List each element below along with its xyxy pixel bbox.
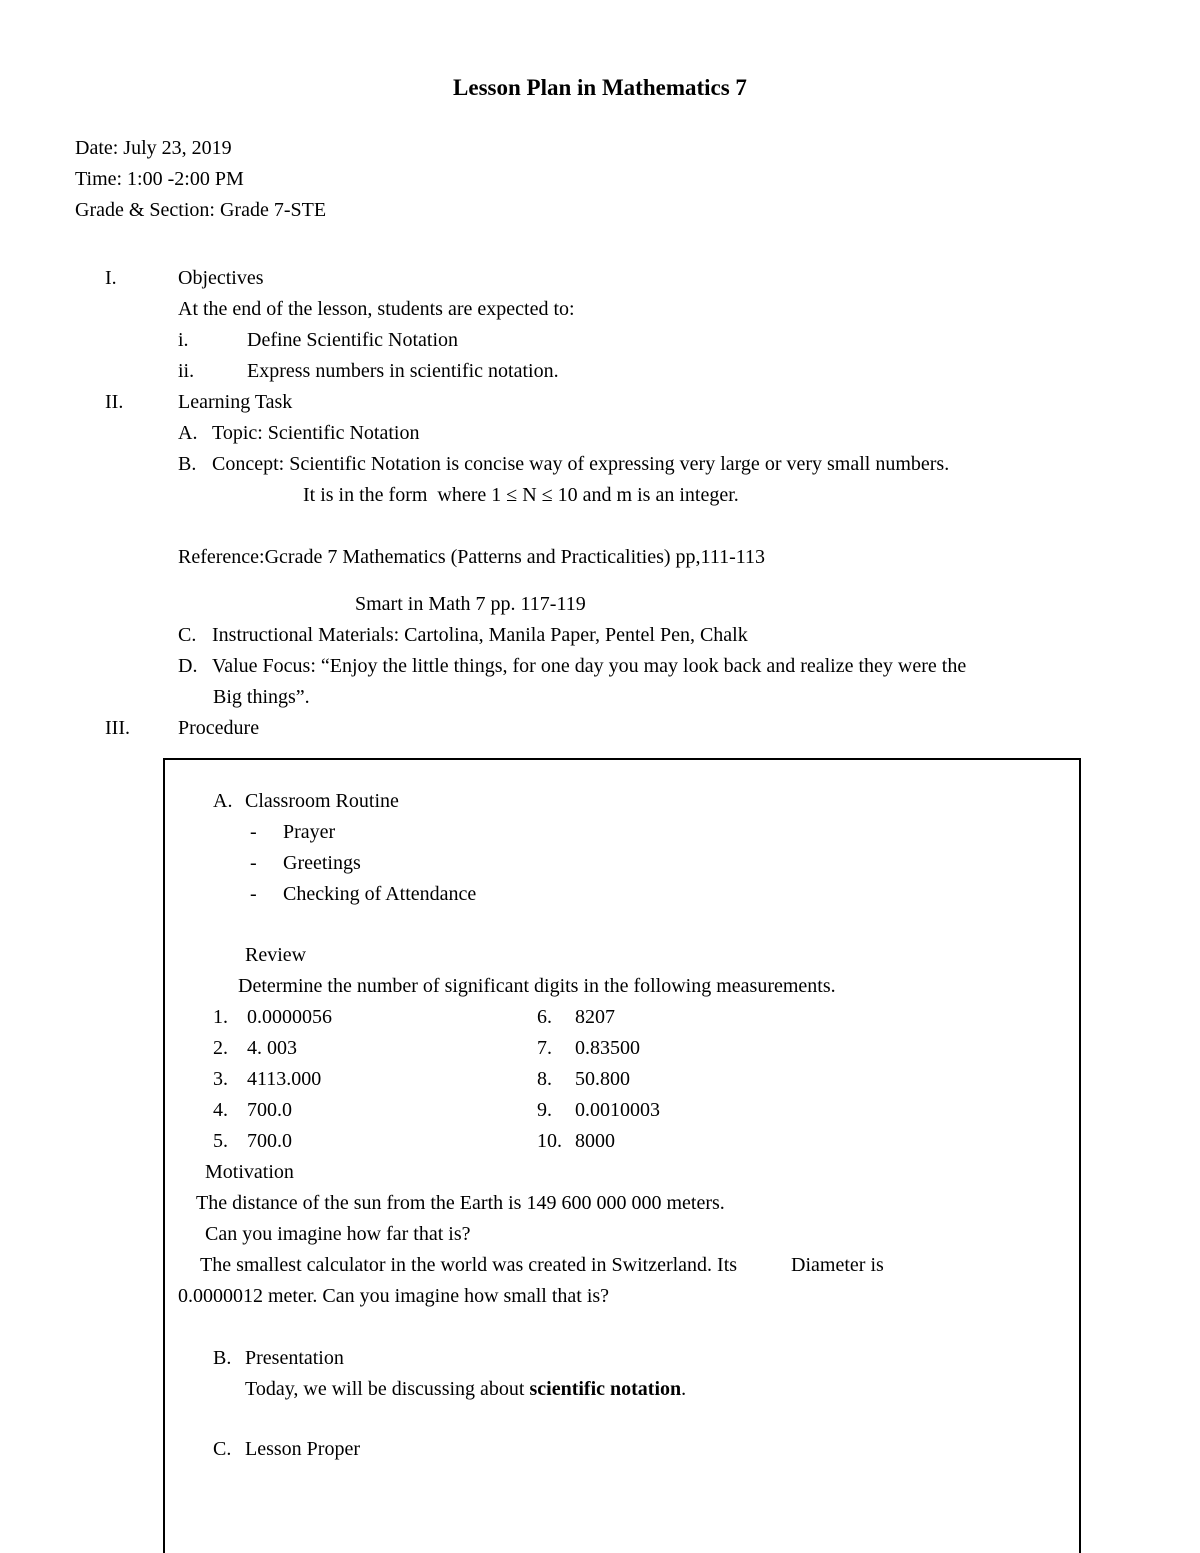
review-row xyxy=(165,1033,1079,1064)
review-item-num: 9. xyxy=(537,1099,552,1121)
classroom-routine-label: A. xyxy=(213,790,233,812)
review-row xyxy=(165,1126,1079,1157)
review-item-num: 6. xyxy=(537,1006,552,1028)
learning-task-heading-row xyxy=(0,387,1200,418)
motivation-line3 xyxy=(165,1250,1079,1281)
objective-item-num: i. xyxy=(178,329,189,351)
dash-bullet: - xyxy=(250,852,257,874)
objective-item xyxy=(0,356,1200,387)
dash-bullet: - xyxy=(250,883,257,905)
motivation-line4: 0.0000012 meter. Can you imagine how small that is? xyxy=(178,1285,610,1307)
presentation-text-bold: scientific notation xyxy=(529,1378,682,1400)
lesson-proper-label: C. xyxy=(213,1438,232,1460)
motivation-line3b: Diameter is xyxy=(791,1254,884,1276)
review-item-value: 700.0 xyxy=(247,1099,292,1121)
value-focus-line1: Value Focus: “Enjoy the little things, for one day you may look back and realize they were the xyxy=(212,655,967,677)
presentation-text-suffix: . xyxy=(681,1378,687,1400)
lesson-proper-row xyxy=(165,1434,1079,1465)
learning-task-numeral: II. xyxy=(105,391,124,413)
materials-text: Instructional Materials: Cartolina, Manila Paper, Pentel Pen, Chalk xyxy=(212,624,748,646)
review-item-value: 8000 xyxy=(575,1130,615,1152)
motivation-heading: Motivation xyxy=(205,1161,294,1183)
page-title: Lesson Plan in Mathematics 7 xyxy=(453,75,747,100)
review-item-value: 8207 xyxy=(575,1006,615,1028)
review-item-value: 0.83500 xyxy=(575,1037,640,1059)
objective-item-num: ii. xyxy=(178,360,195,382)
review-item-num: 7. xyxy=(537,1037,552,1059)
objectives-heading-row xyxy=(0,263,1200,294)
classroom-routine-row xyxy=(165,786,1079,817)
topic-label: A. xyxy=(178,422,198,444)
classroom-routine-heading: Classroom Routine xyxy=(245,790,399,812)
review-item-value: 4. 003 xyxy=(247,1037,297,1059)
review-item-value: 0.0000056 xyxy=(247,1006,332,1028)
objectives-heading: Objectives xyxy=(178,267,264,289)
value-focus-line2: Big things”. xyxy=(213,686,310,708)
motivation-line2: Can you imagine how far that is? xyxy=(205,1223,471,1245)
procedure-heading-row xyxy=(0,713,1200,744)
review-item-num: 8. xyxy=(537,1068,552,1090)
materials-label: C. xyxy=(178,624,197,646)
review-item-num: 5. xyxy=(213,1130,228,1152)
motivation-line1: The distance of the sun from the Earth is 149 600 000 000 meters. xyxy=(196,1192,725,1214)
reference-line1: Reference:Gcrade 7 Mathematics (Patterns and Practicalities) pp,111-113 xyxy=(178,546,765,568)
review-row xyxy=(165,1064,1079,1095)
review-item-value: 0.0010003 xyxy=(575,1099,660,1121)
review-item-num: 10. xyxy=(537,1130,562,1152)
routine-item-text: Checking of Attendance xyxy=(283,883,477,905)
review-heading: Review xyxy=(245,944,307,966)
motivation-line3a: The smallest calculator in the world was created in Switzerland. Its xyxy=(200,1254,738,1276)
learning-task-heading: Learning Task xyxy=(178,391,293,413)
concept-line2: It is in the form where 1 ≤ N ≤ 10 and m is an integer. xyxy=(303,484,739,506)
routine-item xyxy=(165,879,1079,910)
lesson-proper-heading: Lesson Proper xyxy=(245,1438,360,1460)
objective-item-text: Define Scientific Notation xyxy=(247,329,459,351)
review-item-num: 2. xyxy=(213,1037,228,1059)
review-intro: Determine the number of significant digits in the following measurements. xyxy=(238,975,836,997)
review-item-value: 4113.000 xyxy=(247,1068,322,1090)
concept-label: B. xyxy=(178,453,197,475)
time-line: Time: 1:00 -2:00 PM xyxy=(75,168,244,190)
objectives-intro: At the end of the lesson, students are expected to: xyxy=(178,298,575,320)
presentation-sentence xyxy=(165,1374,1079,1405)
review-row xyxy=(165,1002,1079,1033)
presentation-label: B. xyxy=(213,1347,232,1369)
procedure-numeral: III. xyxy=(105,717,130,739)
concept-line1: Concept: Scientific Notation is concise way of expressing very large or very small numbers. xyxy=(212,453,950,475)
routine-item-text: Prayer xyxy=(283,821,336,843)
grade-section-line: Grade & Section: Grade 7-STE xyxy=(75,199,327,221)
routine-item-text: Greetings xyxy=(283,852,361,874)
presentation-text-prefix: Today, we will be discussing about xyxy=(245,1378,530,1400)
procedure-heading: Procedure xyxy=(178,717,260,739)
date-line: Date: July 23, 2019 xyxy=(75,137,232,159)
review-row xyxy=(165,1095,1079,1126)
presentation-heading: Presentation xyxy=(245,1347,344,1369)
routine-item xyxy=(165,817,1079,848)
topic-text: Topic: Scientific Notation xyxy=(212,422,420,444)
objective-item xyxy=(0,325,1200,356)
objectives-intro-row xyxy=(0,294,1200,325)
materials-row xyxy=(0,620,1200,651)
value-focus-label: D. xyxy=(178,655,198,677)
value-focus-row xyxy=(0,651,1200,682)
presentation-row xyxy=(165,1343,1079,1374)
procedure-box xyxy=(163,758,1081,1553)
dash-bullet: - xyxy=(250,821,257,843)
meta-block xyxy=(0,133,1200,226)
review-item-num: 1. xyxy=(213,1006,228,1028)
routine-item xyxy=(165,848,1079,879)
review-item-value: 700.0 xyxy=(247,1130,292,1152)
topic-row xyxy=(0,418,1200,449)
reference-line2: Smart in Math 7 pp. 117-119 xyxy=(355,593,586,615)
review-item-value: 50.800 xyxy=(575,1068,630,1090)
review-item-num: 4. xyxy=(213,1099,228,1121)
objectives-numeral: I. xyxy=(105,267,117,289)
review-item-num: 3. xyxy=(213,1068,228,1090)
objective-item-text: Express numbers in scientific notation. xyxy=(247,360,559,382)
concept-row xyxy=(0,449,1200,480)
